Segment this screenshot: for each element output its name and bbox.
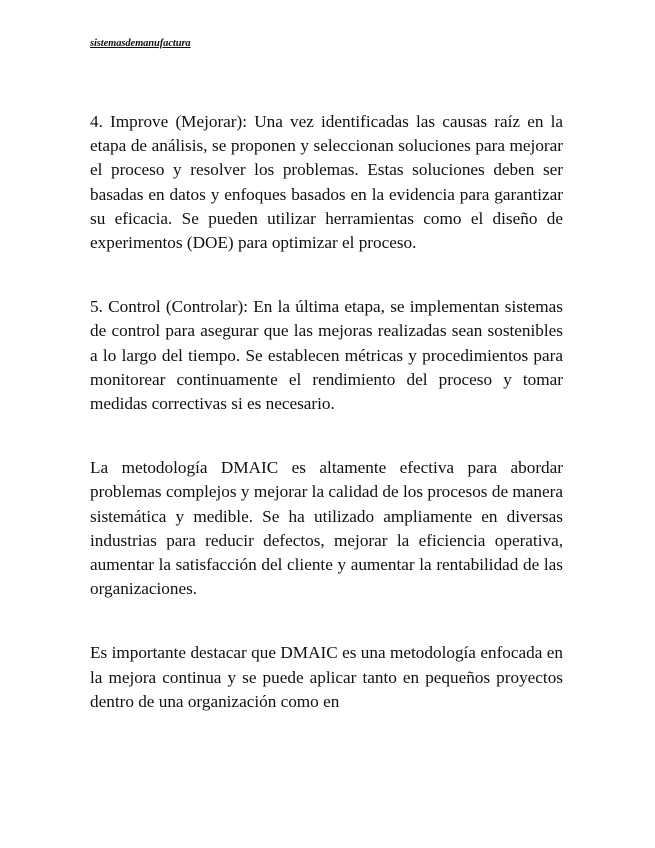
running-header: sistemasdemanufactura [90,38,191,49]
paragraph-dmaic-continuous-improvement: Es importante destacar que DMAIC es una metodología enfocada en la mejora continua y se puede aplicar tanto en pequeños proyectos dentro de una organización como en [90,643,563,711]
paragraph-dmaic-effectiveness: La metodología DMAIC es altamente efectiva para abordar problemas complejos y mejorar la calidad de los procesos de manera sistemática y medible. Se ha utilizado ampliamente en diversas industrias para reducir defectos, mejorar la eficiencia operativa, aumentar la satisfacción del cliente y aumentar la rentabilidad de las organizaciones. [90,458,563,599]
paragraph-improve: 4. Improve (Mejorar): Una vez identificadas las causas raíz en la etapa de análisis, se proponen y seleccionan soluciones para mejorar el proceso y resolver los problemas. Estas soluciones deben ser basadas en datos y enfoques basados en la evidencia para garantizar su eficacia. Se pueden utilizar herramientas como el diseño de experimentos (DOE) para optimizar el proceso. [90,112,563,253]
document-body [90,110,563,714]
paragraph-control: 5. Control (Controlar): En la última etapa, se implementan sistemas de control para asegurar que las mejoras realizadas sean sostenibles a lo largo del tiempo. Se establecen métricas y procedimientos para monitorear continuamente el rendimiento del proceso y tomar medidas correctivas si es necesario. [90,297,563,414]
